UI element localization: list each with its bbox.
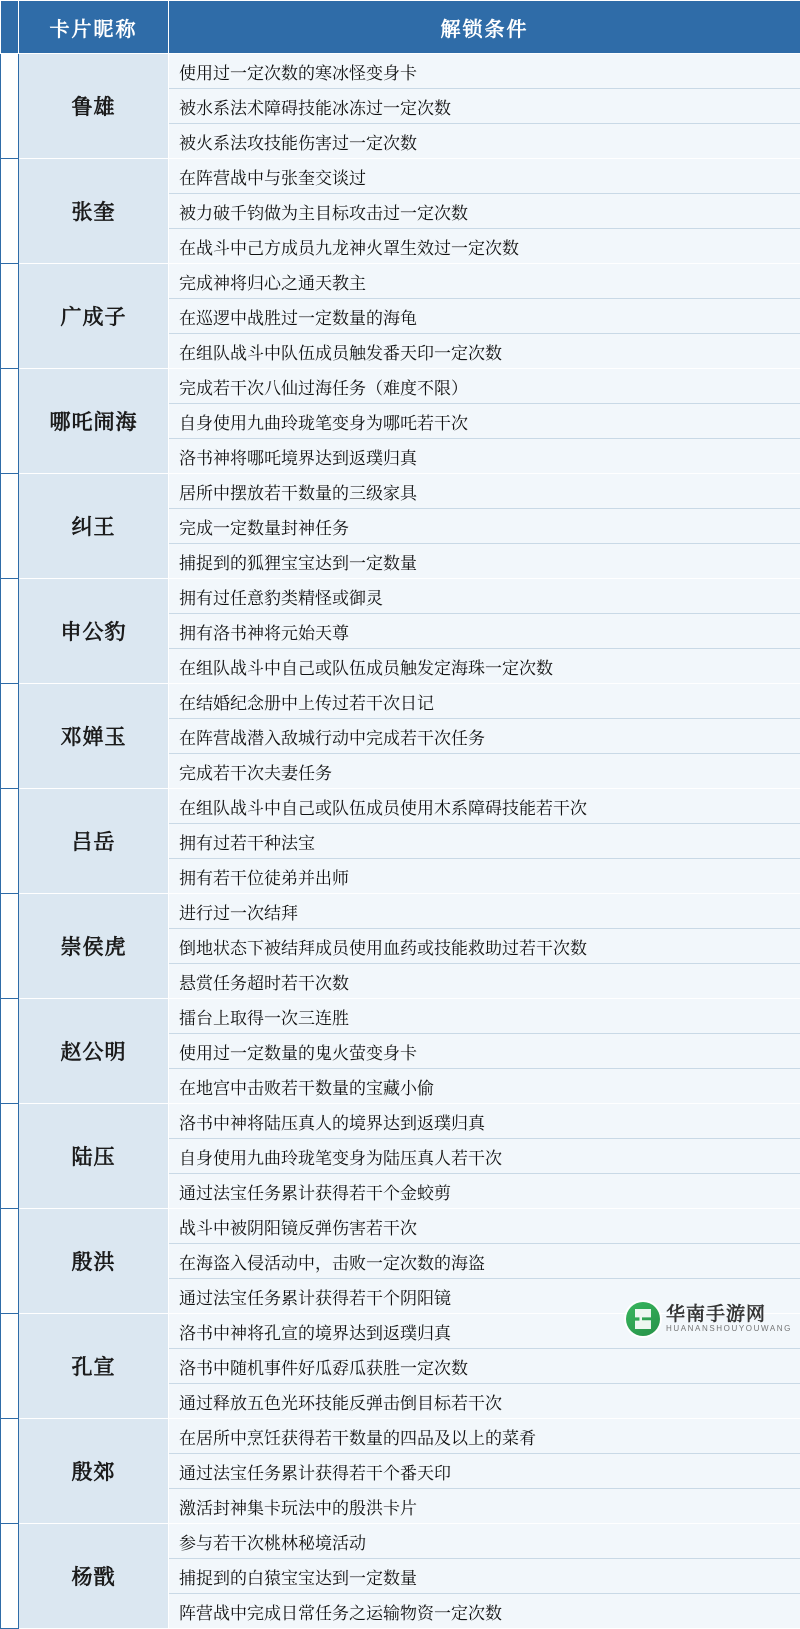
- unlock-condition-cell: 拥有过任意豹类精怪或御灵: [169, 579, 800, 614]
- unlock-condition-cell: 在组队战斗中队伍成员触发番天印一定次数: [169, 334, 800, 369]
- unlock-condition-cell: 阵营战中完成日常任务之运输物资一定次数: [169, 1594, 800, 1629]
- unlock-condition-cell: 拥有过若干种法宝: [169, 824, 800, 859]
- unlock-condition-cell: 洛书中随机事件好瓜孬瓜获胜一定次数: [169, 1349, 800, 1384]
- table-row: [1, 684, 800, 719]
- unlock-condition-cell: 居所中摆放若干数量的三级家具: [169, 474, 800, 509]
- table-header: [1, 1, 800, 54]
- unlock-condition-cell: 通过法宝任务累计获得若干个阴阳镜: [169, 1279, 800, 1314]
- card-name-cell: 杨戬: [19, 1524, 169, 1629]
- row-gutter: [1, 579, 19, 684]
- unlock-condition-cell: 通过释放五色光环技能反弹击倒目标若干次: [169, 1384, 800, 1419]
- card-name-cell: 赵公明: [19, 999, 169, 1104]
- unlock-condition-cell: 参与若干次桃林秘境活动: [169, 1524, 800, 1559]
- unlock-condition-cell: 在居所中烹饪获得若干数量的四品及以上的菜肴: [169, 1419, 800, 1454]
- row-gutter: [1, 1419, 19, 1524]
- unlock-condition-cell: 战斗中被阴阳镜反弹伤害若干次: [169, 1209, 800, 1244]
- card-name-cell: 殷郊: [19, 1419, 169, 1524]
- unlock-condition-cell: 在战斗中己方成员九龙神火罩生效过一定次数: [169, 229, 800, 264]
- table-row: [1, 1419, 800, 1454]
- unlock-condition-cell: 在阵营战潜入敌城行动中完成若干次任务: [169, 719, 800, 754]
- card-name-cell: 吕岳: [19, 789, 169, 894]
- row-gutter: [1, 1524, 19, 1629]
- unlock-condition-cell: 使用过一定数量的鬼火萤变身卡: [169, 1034, 800, 1069]
- card-name-cell: 哪吒闹海: [19, 369, 169, 474]
- card-name-cell: 崇侯虎: [19, 894, 169, 999]
- row-gutter: [1, 264, 19, 369]
- table-row: [1, 999, 800, 1034]
- header-unlock-condition: 解锁条件: [169, 1, 800, 54]
- unlock-condition-cell: 洛书中神将陆压真人的境界达到返璞归真: [169, 1104, 800, 1139]
- unlock-condition-cell: 完成若干次八仙过海任务（难度不限）: [169, 369, 800, 404]
- table-row: [1, 789, 800, 824]
- row-gutter: [1, 684, 19, 789]
- unlock-condition-cell: 在结婚纪念册中上传过若干次日记: [169, 684, 800, 719]
- unlock-condition-cell: 捕捉到的白猿宝宝达到一定数量: [169, 1559, 800, 1594]
- unlock-condition-cell: 在组队战斗中自己或队伍成员触发定海珠一定次数: [169, 649, 800, 684]
- table-row: [1, 369, 800, 404]
- card-name-cell: 殷洪: [19, 1209, 169, 1314]
- row-gutter: [1, 789, 19, 894]
- table-header-row: [1, 1, 800, 54]
- card-name-cell: 陆压: [19, 1104, 169, 1209]
- row-gutter: [1, 999, 19, 1104]
- watermark-main-label: 华南手游网: [666, 1305, 792, 1325]
- unlock-condition-cell: 擂台上取得一次三连胜: [169, 999, 800, 1034]
- row-gutter: [1, 1209, 19, 1314]
- unlock-condition-cell: 自身使用九曲玲珑笔变身为陆压真人若干次: [169, 1139, 800, 1174]
- table-row: [1, 1104, 800, 1139]
- unlock-condition-cell: 在阵营战中与张奎交谈过: [169, 159, 800, 194]
- card-name-cell: 纠王: [19, 474, 169, 579]
- table-row: [1, 1524, 800, 1559]
- card-name-cell: 广成子: [19, 264, 169, 369]
- row-gutter: [1, 54, 19, 159]
- row-gutter: [1, 1104, 19, 1209]
- card-name-cell: 鲁雄: [19, 54, 169, 159]
- unlock-condition-cell: 自身使用九曲玲珑笔变身为哪吒若干次: [169, 404, 800, 439]
- unlock-condition-cell: 在组队战斗中自己或队伍成员使用木系障碍技能若干次: [169, 789, 800, 824]
- watermark-text: [666, 1305, 792, 1333]
- row-gutter: [1, 159, 19, 264]
- unlock-condition-cell: 洛书中神将孔宣的境界达到返璞归真: [169, 1314, 800, 1349]
- unlock-condition-cell: 使用过一定次数的寒冰怪变身卡: [169, 54, 800, 89]
- unlock-condition-cell: 在海盗入侵活动中，击败一定次数的海盗: [169, 1244, 800, 1279]
- unlock-condition-cell: 倒地状态下被结拜成员使用血药或技能救助过若干次数: [169, 929, 800, 964]
- unlock-condition-cell: 被力破千钧做为主目标攻击过一定次数: [169, 194, 800, 229]
- header-gutter: [1, 1, 19, 54]
- unlock-condition-cell: 拥有洛书神将元始天尊: [169, 614, 800, 649]
- unlock-condition-cell: 拥有若干位徒弟并出师: [169, 859, 800, 894]
- watermark: [626, 1302, 792, 1336]
- unlock-condition-cell: 悬赏任务超时若干次数: [169, 964, 800, 999]
- row-gutter: [1, 894, 19, 999]
- table-body: [1, 54, 800, 1629]
- unlock-condition-cell: 通过法宝任务累计获得若干个番天印: [169, 1454, 800, 1489]
- row-gutter: [1, 369, 19, 474]
- row-gutter: [1, 474, 19, 579]
- unlock-condition-cell: 捕捉到的狐狸宝宝达到一定数量: [169, 544, 800, 579]
- unlock-condition-cell: 在地宫中击败若干数量的宝藏小偷: [169, 1069, 800, 1104]
- card-name-cell: 张奎: [19, 159, 169, 264]
- unlock-condition-cell: 洛书神将哪吒境界达到返璞归真: [169, 439, 800, 474]
- unlock-condition-cell: 在巡逻中战胜过一定数量的海龟: [169, 299, 800, 334]
- row-gutter: [1, 1314, 19, 1419]
- table-row: [1, 579, 800, 614]
- unlock-condition-cell: 通过法宝任务累计获得若干个金蛟剪: [169, 1174, 800, 1209]
- unlock-condition-cell: 被火系法攻技能伤害过一定次数: [169, 124, 800, 159]
- header-card-name: 卡片昵称: [19, 1, 169, 54]
- unlock-condition-cell: 完成若干次夫妻任务: [169, 754, 800, 789]
- unlock-condition-cell: 被水系法术障碍技能冰冻过一定次数: [169, 89, 800, 124]
- table-row: [1, 54, 800, 89]
- table-row: [1, 264, 800, 299]
- unlock-condition-cell: 完成神将归心之通天教主: [169, 264, 800, 299]
- card-name-cell: 邓婵玉: [19, 684, 169, 789]
- table-row: [1, 159, 800, 194]
- table-row: [1, 894, 800, 929]
- card-name-cell: 申公豹: [19, 579, 169, 684]
- unlock-condition-cell: 进行过一次结拜: [169, 894, 800, 929]
- unlock-condition-cell: 完成一定数量封神任务: [169, 509, 800, 544]
- unlock-condition-cell: 激活封神集卡玩法中的殷洪卡片: [169, 1489, 800, 1524]
- watermark-sub-label: HUANANSHOUYOUWANG: [666, 1325, 792, 1333]
- table-row: [1, 474, 800, 509]
- table-row: [1, 1209, 800, 1244]
- card-name-cell: 孔宣: [19, 1314, 169, 1419]
- watermark-logo-icon: [626, 1302, 660, 1336]
